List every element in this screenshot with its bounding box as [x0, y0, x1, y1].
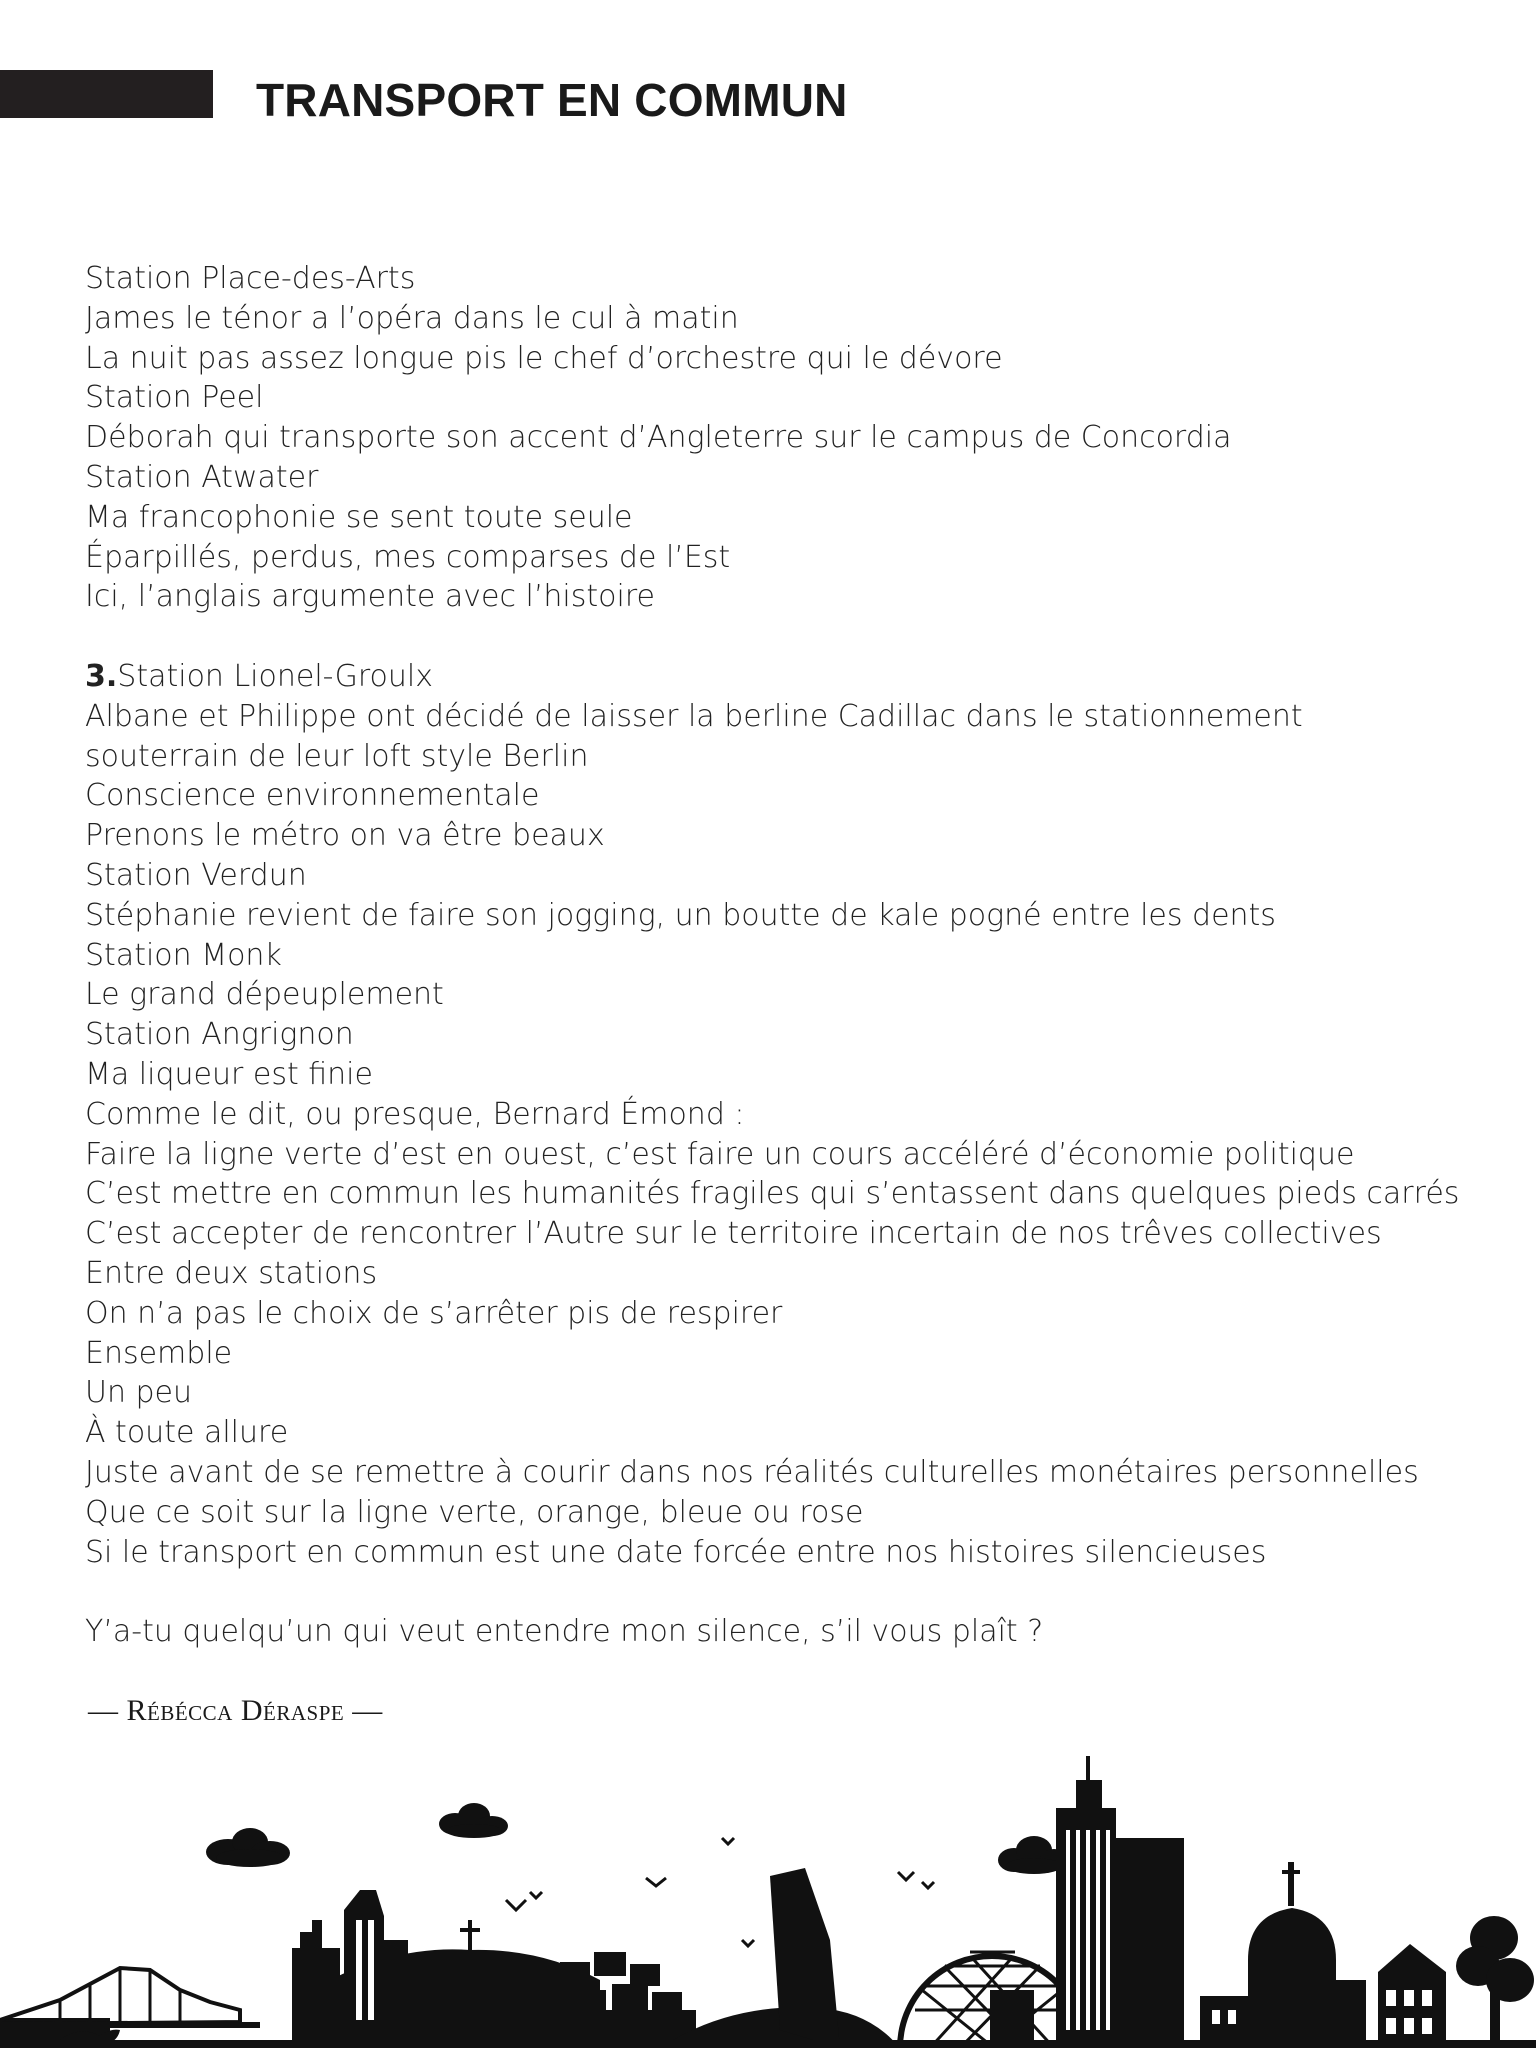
stanza-gap	[85, 1572, 1465, 1612]
poem-closing-line: Y’a-tu quelqu’un qui veut entendre mon silence, s’il vous plaît ?	[85, 1614, 1044, 1650]
poem-line: Ma liqueur est finie	[85, 1056, 373, 1092]
bird-icon	[898, 1872, 914, 1880]
cloud-icon	[206, 1828, 290, 1867]
page-title: TRANSPORT EN COMMUN	[256, 74, 848, 126]
bird-icon	[530, 1892, 542, 1898]
poem-body	[85, 259, 1465, 1652]
poem-line: Ici, l’anglais argumente avec l’histoire	[85, 579, 655, 615]
building	[292, 1948, 340, 2048]
bird-icon	[646, 1878, 666, 1886]
poem-line: Si le transport en commun est une date forcée entre nos histoires silencieuses	[85, 1534, 1267, 1570]
poem-line: Station Angrignon	[85, 1017, 354, 1053]
poem-line: Station Verdun	[85, 857, 307, 893]
poem-line: Stéphanie revient de faire son jogging, un boutte de kale pogné entre les dents	[85, 897, 1276, 933]
poem-line: Station Peel	[85, 380, 264, 416]
cloud-icon	[439, 1803, 508, 1838]
bird-icon	[722, 1838, 734, 1844]
bird-icon	[922, 1882, 934, 1888]
oratoire-dome	[1248, 1908, 1336, 2048]
poem-line: Albane et Philippe ont décidé de laisser la berline Cadillac dans le stationnement souterrain de leur loft style Berlin	[85, 698, 1303, 774]
poem-line: C’est mettre en commun les humanités fragiles qui s’entassent dans quelques pieds carrés	[85, 1176, 1460, 1212]
poem-line: À toute allure	[85, 1415, 289, 1451]
header-bar	[0, 70, 213, 118]
poem-line: Juste avant de se remettre à courir dans nos réalités culturelles monétaires personnelles	[85, 1454, 1419, 1490]
poem-line: Entre deux stations	[85, 1255, 378, 1291]
section-number: 3.	[85, 658, 118, 694]
section-first-line: Station Lionel-Groulx	[117, 658, 433, 694]
poem-line: La nuit pas assez longue pis le chef d’orchestre qui le dévore	[85, 340, 1003, 376]
bird-icon	[742, 1940, 754, 1946]
author-signature: — Rébécca Déraspe —	[88, 1694, 383, 1727]
poem-line: Station Place-des-Arts	[85, 261, 416, 296]
poem-line: Que ce soit sur la ligne verte, orange, bleue ou rose	[85, 1494, 864, 1530]
poem-line: Station Monk	[85, 937, 282, 973]
poem-line: Station Atwater	[85, 459, 319, 495]
poem-line: Ensemble	[85, 1335, 233, 1371]
poem-line: James le ténor a l’opéra dans le cul à matin	[85, 300, 739, 336]
bird-icon	[506, 1900, 526, 1910]
poem-line: C’est accepter de rencontrer l’Autre sur le territoire incertain de nos trêves collectives	[85, 1216, 1382, 1252]
poem-line: Éparpillés, perdus, mes comparses de l’Est	[85, 539, 731, 575]
poem-line: Le grand dépeuplement	[85, 977, 444, 1013]
poem-line: Faire la ligne verte d’est en ouest, c’est faire un cours accéléré d’économie politique	[85, 1136, 1355, 1172]
stanza-gap	[85, 617, 1465, 657]
poem-line: On n’a pas le choix de s’arrêter pis de respirer	[85, 1295, 783, 1331]
montreal-skyline-illustration	[0, 1740, 1536, 2048]
poem-line: Ma francophonie se sent toute seule	[85, 499, 633, 535]
poem-line: Prenons le métro on va être beaux	[85, 818, 605, 854]
poem-line: Déborah qui transporte son accent d’Angleterre sur le campus de Concordia	[85, 420, 1232, 456]
poem-line: Conscience environnementale	[85, 778, 540, 814]
poem-line: Un peu	[85, 1375, 193, 1411]
poem-line: Comme le dit, ou presque, Bernard Émond :	[85, 1096, 745, 1132]
section-heading-line	[85, 657, 1465, 697]
